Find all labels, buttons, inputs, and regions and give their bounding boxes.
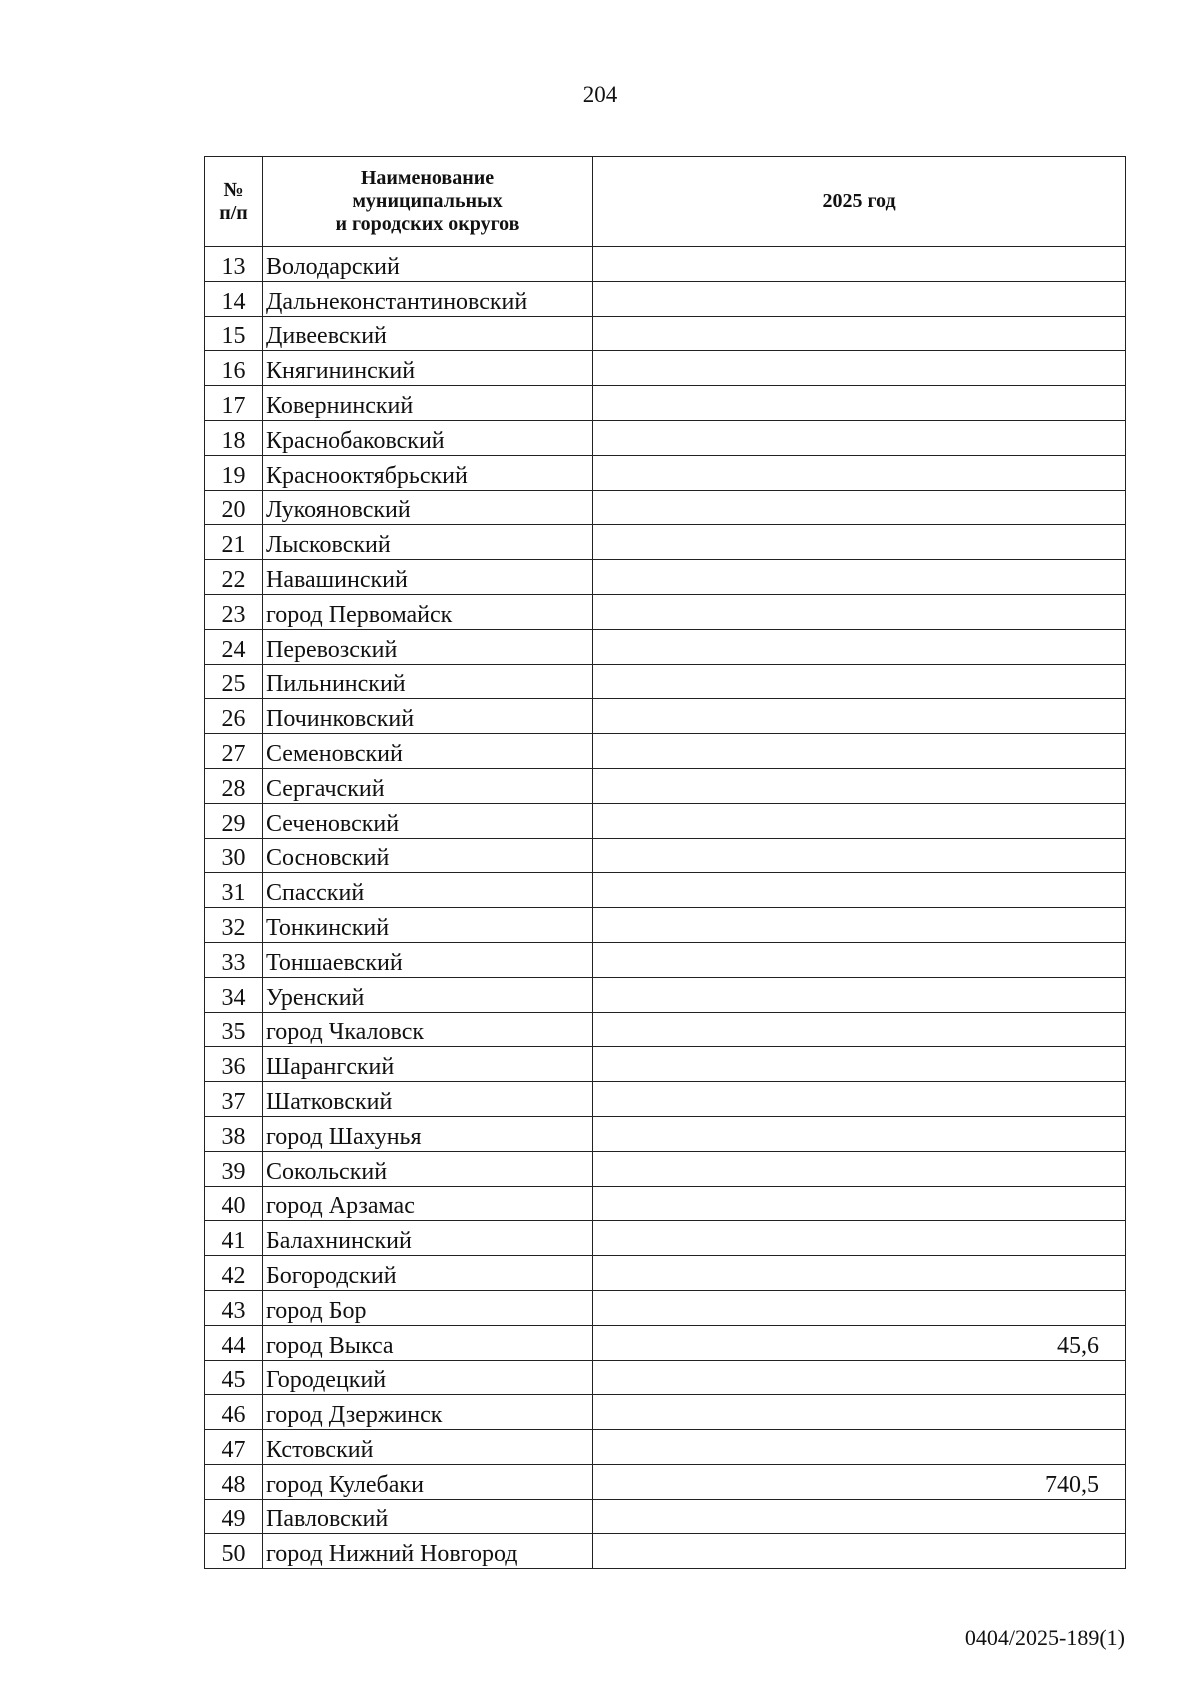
row-value-2025: 45,6 — [593, 1325, 1126, 1360]
row-district-name: Ковернинский — [263, 386, 593, 421]
row-value-2025 — [593, 455, 1126, 490]
row-district-name: Спасский — [263, 873, 593, 908]
table-row — [205, 803, 1126, 838]
row-value-2025 — [593, 803, 1126, 838]
row-value-2025 — [593, 734, 1126, 769]
row-value-2025 — [593, 977, 1126, 1012]
row-district-name: Богородский — [263, 1256, 593, 1291]
row-district-name: Лукояновский — [263, 490, 593, 525]
row-district-name: город Нижний Новгород — [263, 1534, 593, 1569]
row-value-2025 — [593, 1256, 1126, 1291]
row-number: 23 — [205, 594, 263, 629]
row-district-name: Дальнеконстантиновский — [263, 281, 593, 316]
row-number: 48 — [205, 1464, 263, 1499]
row-district-name: город Дзержинск — [263, 1395, 593, 1430]
row-district-name: город Кулебаки — [263, 1464, 593, 1499]
row-value-2025 — [593, 942, 1126, 977]
row-number: 16 — [205, 351, 263, 386]
table-row — [205, 1256, 1126, 1291]
row-value-2025 — [593, 281, 1126, 316]
row-value-2025 — [593, 873, 1126, 908]
row-number: 49 — [205, 1499, 263, 1534]
row-value-2025 — [593, 1186, 1126, 1221]
row-district-name: Сосновский — [263, 838, 593, 873]
table-row — [205, 316, 1126, 351]
row-district-name: город Первомайск — [263, 594, 593, 629]
table-row — [205, 1151, 1126, 1186]
row-number: 37 — [205, 1082, 263, 1117]
row-number: 22 — [205, 560, 263, 595]
row-number: 30 — [205, 838, 263, 873]
row-district-name: Кстовский — [263, 1430, 593, 1465]
row-value-2025 — [593, 1151, 1126, 1186]
table-row — [205, 908, 1126, 943]
row-number: 28 — [205, 768, 263, 803]
table-row — [205, 594, 1126, 629]
row-number: 41 — [205, 1221, 263, 1256]
table-row — [205, 1047, 1126, 1082]
row-district-name: город Шахунья — [263, 1116, 593, 1151]
table-row — [205, 455, 1126, 490]
row-district-name: город Арзамас — [263, 1186, 593, 1221]
row-number: 31 — [205, 873, 263, 908]
page-number: 204 — [582, 82, 618, 107]
header-name — [263, 157, 593, 247]
row-value-2025 — [593, 594, 1126, 629]
header-name-line1: Наименование — [360, 167, 495, 189]
table-body — [205, 247, 1126, 1569]
row-number: 50 — [205, 1534, 263, 1569]
row-district-name: Пильнинский — [263, 664, 593, 699]
row-number: 27 — [205, 734, 263, 769]
row-district-name: Сергачский — [263, 768, 593, 803]
row-district-name: Навашинский — [263, 560, 593, 595]
row-number: 35 — [205, 1012, 263, 1047]
row-value-2025: 740,5 — [593, 1464, 1126, 1499]
table-row — [205, 1221, 1126, 1256]
table-row — [205, 1012, 1126, 1047]
header-number-line1: № — [223, 178, 244, 201]
row-number: 19 — [205, 455, 263, 490]
allocation-table-container — [204, 156, 1125, 1569]
row-value-2025 — [593, 1395, 1126, 1430]
row-district-name: Сеченовский — [263, 803, 593, 838]
row-number: 46 — [205, 1395, 263, 1430]
table-header — [205, 157, 1126, 247]
row-number: 26 — [205, 699, 263, 734]
row-district-name: Семеновский — [263, 734, 593, 769]
table-row — [205, 1186, 1126, 1221]
table-row — [205, 873, 1126, 908]
row-district-name: Тоншаевский — [263, 942, 593, 977]
table-row — [205, 1499, 1126, 1534]
row-value-2025 — [593, 1082, 1126, 1117]
row-district-name: Балахнинский — [263, 1221, 593, 1256]
header-number — [205, 157, 263, 247]
row-number: 36 — [205, 1047, 263, 1082]
row-number: 24 — [205, 629, 263, 664]
row-district-name: город Бор — [263, 1290, 593, 1325]
table-row — [205, 1116, 1126, 1151]
row-number: 38 — [205, 1116, 263, 1151]
row-value-2025 — [593, 1047, 1126, 1082]
header-name-line3: и городских округов — [335, 213, 520, 235]
row-value-2025 — [593, 768, 1126, 803]
table-row — [205, 768, 1126, 803]
row-number: 21 — [205, 525, 263, 560]
table-row — [205, 386, 1126, 421]
row-value-2025 — [593, 664, 1126, 699]
row-number: 45 — [205, 1360, 263, 1395]
table-row — [205, 420, 1126, 455]
row-number: 42 — [205, 1256, 263, 1291]
row-district-name: Краснооктябрьский — [263, 455, 593, 490]
row-district-name: Княгининский — [263, 351, 593, 386]
table-row — [205, 1325, 1126, 1360]
header-year: 2025 год — [593, 157, 1126, 247]
row-value-2025 — [593, 699, 1126, 734]
table-row — [205, 734, 1126, 769]
row-value-2025 — [593, 1360, 1126, 1395]
row-value-2025 — [593, 908, 1126, 943]
table-row — [205, 1290, 1126, 1325]
table-row — [205, 664, 1126, 699]
table-row — [205, 490, 1126, 525]
row-value-2025 — [593, 1221, 1126, 1256]
row-district-name: Дивеевский — [263, 316, 593, 351]
row-number: 18 — [205, 420, 263, 455]
row-number: 40 — [205, 1186, 263, 1221]
header-number-line2: п/п — [219, 201, 248, 224]
table-row — [205, 699, 1126, 734]
row-number: 33 — [205, 942, 263, 977]
row-value-2025 — [593, 838, 1126, 873]
row-value-2025 — [593, 386, 1126, 421]
row-number: 13 — [205, 247, 263, 282]
row-number: 14 — [205, 281, 263, 316]
table-row — [205, 1464, 1126, 1499]
table-row — [205, 1395, 1126, 1430]
row-district-name: Перевозский — [263, 629, 593, 664]
row-value-2025 — [593, 420, 1126, 455]
table-row — [205, 942, 1126, 977]
row-district-name: Володарский — [263, 247, 593, 282]
row-value-2025 — [593, 490, 1126, 525]
row-district-name: Тонкинский — [263, 908, 593, 943]
row-value-2025 — [593, 1430, 1126, 1465]
row-value-2025 — [593, 1534, 1126, 1569]
header-name-line2: муниципальных — [352, 190, 503, 212]
row-value-2025 — [593, 1012, 1126, 1047]
table-row — [205, 838, 1126, 873]
row-district-name: Шатковский — [263, 1082, 593, 1117]
row-district-name: город Выкса — [263, 1325, 593, 1360]
row-number: 29 — [205, 803, 263, 838]
row-value-2025 — [593, 560, 1126, 595]
allocation-table — [204, 156, 1126, 1569]
row-district-name: город Чкаловск — [263, 1012, 593, 1047]
row-district-name: Шарангский — [263, 1047, 593, 1082]
row-number: 25 — [205, 664, 263, 699]
row-number: 43 — [205, 1290, 263, 1325]
row-number: 44 — [205, 1325, 263, 1360]
row-number: 20 — [205, 490, 263, 525]
row-district-name: Павловский — [263, 1499, 593, 1534]
row-district-name: Починковский — [263, 699, 593, 734]
table-row — [205, 351, 1126, 386]
table-row — [205, 1430, 1126, 1465]
table-row — [205, 525, 1126, 560]
row-district-name: Городецкий — [263, 1360, 593, 1395]
row-value-2025 — [593, 1116, 1126, 1151]
row-district-name: Краснобаковский — [263, 420, 593, 455]
table-row — [205, 560, 1126, 595]
table-row — [205, 629, 1126, 664]
row-value-2025 — [593, 525, 1126, 560]
row-value-2025 — [593, 1499, 1126, 1534]
table-row — [205, 1534, 1126, 1569]
table-row — [205, 977, 1126, 1012]
row-number: 39 — [205, 1151, 263, 1186]
row-number: 15 — [205, 316, 263, 351]
table-header-row — [205, 157, 1126, 247]
row-value-2025 — [593, 247, 1126, 282]
row-number: 32 — [205, 908, 263, 943]
row-number: 34 — [205, 977, 263, 1012]
row-value-2025 — [593, 629, 1126, 664]
table-row — [205, 247, 1126, 282]
table-row — [205, 1360, 1126, 1395]
document-code: 0404/2025-189(1) — [964, 1625, 1125, 1650]
row-value-2025 — [593, 351, 1126, 386]
row-district-name: Сокольский — [263, 1151, 593, 1186]
row-district-name: Лысковский — [263, 525, 593, 560]
row-value-2025 — [593, 316, 1126, 351]
table-row — [205, 281, 1126, 316]
row-number: 17 — [205, 386, 263, 421]
table-row — [205, 1082, 1126, 1117]
row-number: 47 — [205, 1430, 263, 1465]
row-district-name: Уренский — [263, 977, 593, 1012]
row-value-2025 — [593, 1290, 1126, 1325]
